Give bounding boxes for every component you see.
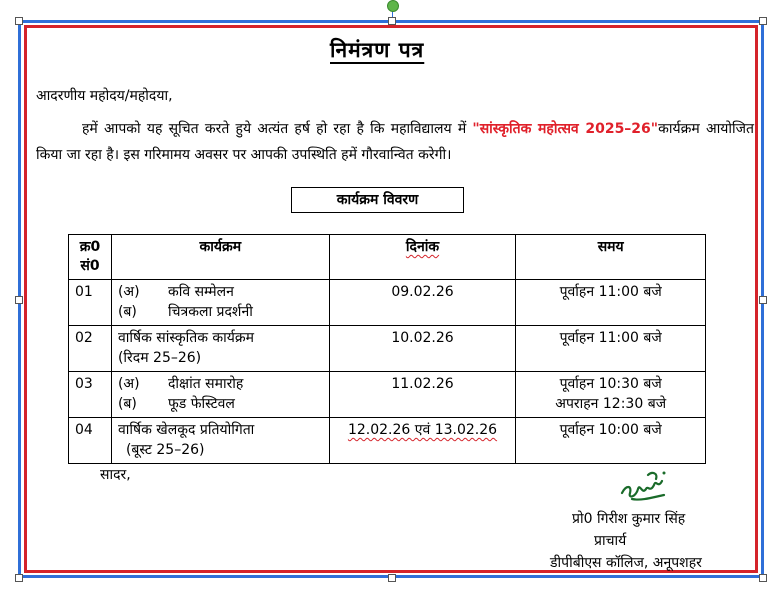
date-cell: 11.02.26 bbox=[329, 372, 516, 418]
time-cell: पूर्वाहन 10:30 बजे अपराहन 12:30 बजे bbox=[516, 372, 706, 418]
serial-cell: 03 bbox=[69, 372, 112, 418]
table-header-row bbox=[69, 235, 706, 280]
program-cell: (अ) दीक्षांत समारोह (ब) फूड फेस्टिवल bbox=[111, 372, 329, 418]
program-cell: वार्षिक खेलकूद प्रतियोगिता (बूस्ट 25–26) bbox=[111, 418, 329, 464]
resize-handle-bottom-left[interactable] bbox=[15, 574, 23, 582]
table-row bbox=[69, 280, 706, 326]
resize-handle-left[interactable] bbox=[15, 296, 23, 304]
rotate-handle[interactable] bbox=[387, 0, 399, 12]
program-cell: (अ) कवि सम्मेलन (ब) चित्रकला प्रदर्शनी bbox=[111, 280, 329, 326]
program-table bbox=[68, 234, 706, 464]
signature-image bbox=[618, 467, 670, 503]
signatory-block bbox=[550, 508, 702, 574]
resize-handle-top-left[interactable] bbox=[15, 17, 23, 25]
header-date: दिनांक bbox=[329, 235, 516, 280]
resize-handle-right[interactable] bbox=[759, 296, 767, 304]
section-heading: कार्यक्रम विवरण bbox=[291, 187, 464, 213]
serial-cell: 02 bbox=[69, 326, 112, 372]
signer-name: प्रो0 गिरीश कुमार सिंह bbox=[572, 511, 686, 527]
table-row bbox=[69, 372, 706, 418]
festival-name: "सांस्कृतिक महोत्सव 2025–26" bbox=[472, 121, 659, 137]
college-name: डीपीबीएस कॉलिज, अनूपशहर bbox=[550, 555, 702, 571]
program-cell: वार्षिक सांस्कृतिक कार्यक्रम (रिदम 25–26) bbox=[111, 326, 329, 372]
header-program: कार्यक्रम bbox=[111, 235, 329, 280]
table-row bbox=[69, 418, 706, 464]
date-cell: 09.02.26 bbox=[329, 280, 516, 326]
serial-cell: 01 bbox=[69, 280, 112, 326]
body-text-2: कार्यक्रम आयोजित किया जा रहा है। इस गरिमामय अवसर पर आपकी उपस्थिति हमें गौरवान्वित करेगी। bbox=[36, 121, 754, 163]
invitation-body bbox=[36, 116, 754, 168]
table-row bbox=[69, 326, 706, 372]
closing-text: सादर, bbox=[100, 467, 131, 483]
resize-handle-bottom[interactable] bbox=[388, 574, 396, 582]
serial-cell: 04 bbox=[69, 418, 112, 464]
date-cell: 12.02.26 एवं 13.02.26 bbox=[329, 418, 516, 464]
greeting: आदरणीय महोदय/महोदया, bbox=[36, 88, 173, 104]
resize-handle-top-right[interactable] bbox=[759, 17, 767, 25]
date-cell: 10.02.26 bbox=[329, 326, 516, 372]
header-serial: क्र0 सं0 bbox=[69, 235, 112, 280]
invitation-title: निमंत्रण पत्र bbox=[330, 38, 425, 62]
time-cell: पूर्वाहन 11:00 बजे bbox=[516, 326, 706, 372]
time-cell: पूर्वाहन 10:00 बजे bbox=[516, 418, 706, 464]
body-text-1: हमें आपको यह सूचित करते हुये अत्यंत हर्ष हो रहा है कि महाविद्यालय में bbox=[82, 121, 473, 137]
header-time: समय bbox=[516, 235, 706, 280]
resize-handle-bottom-right[interactable] bbox=[759, 574, 767, 582]
time-cell: पूर्वाहन 11:00 बजे bbox=[516, 280, 706, 326]
signer-position: प्राचार्य bbox=[594, 533, 627, 549]
resize-handle-top[interactable] bbox=[388, 17, 396, 25]
